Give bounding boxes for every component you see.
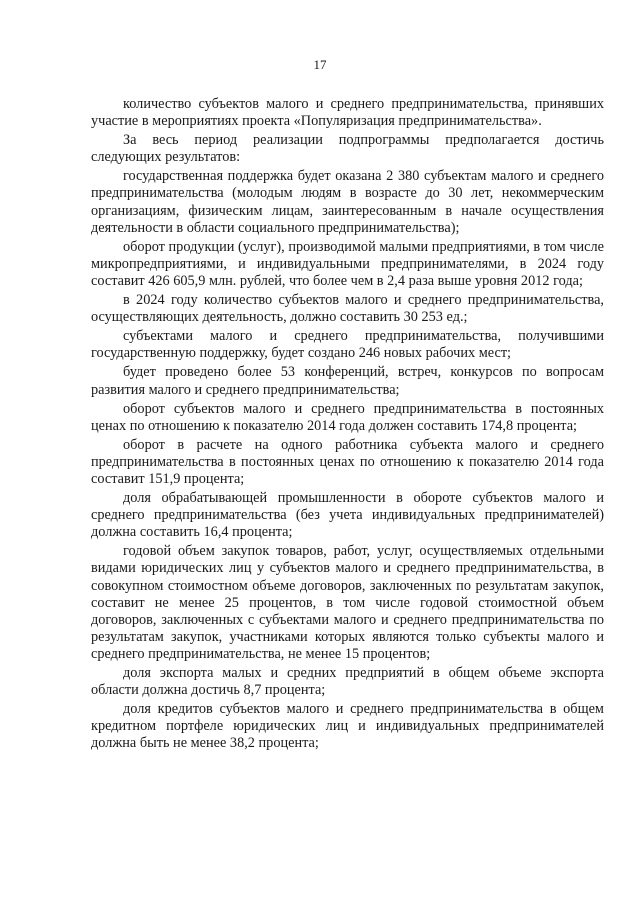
paragraph-turnover-small-enterprises: оборот продукции (услуг), производимой малыми предприятиями, в том числе микропредприятиями, и индивидуальными предпринимателями, в 2024 году составит 426 605,9 млн. рублей, что более чем в 2,4 раза выше уровня 2012 года; xyxy=(91,238,604,289)
paragraph-state-support: государственная поддержка будет оказана 2 380 субъектам малого и среднего предпринимательства (молодым людям в возрасте до 30 лет, некоммерческим организациям, физическим лицам, заинтересованным в начале осуществления деятельности в области социального предпринимательства); xyxy=(91,168,604,236)
paragraph-popularization: количество субъектов малого и среднего предпринимательства, принявших участие в мероприятиях проекта «Популяризация предпринимательства». xyxy=(91,96,604,130)
paragraph-number-of-entities: в 2024 году количество субъектов малого и среднего предпринимательства, осуществляющих деятельность, должно составить 30 253 ед.; xyxy=(91,292,604,326)
paragraph-manufacturing-share: доля обрабатывающей промышленности в обороте субъектов малого и среднего предпринимательства (без учета индивидуальных предпринимателей) должна составить 16,4 процента; xyxy=(91,490,604,541)
paragraph-new-jobs: субъектами малого и среднего предпринимательства, получившими государственную поддержку, будет создано 246 новых рабочих мест; xyxy=(91,328,604,362)
paragraph-turnover-per-worker: оборот в расчете на одного работника субъекта малого и среднего предпринимательства в постоянных ценах по отношению к показателю 2014 года составит 151,9 процента; xyxy=(91,436,604,487)
paragraph-credit-share: доля кредитов субъектов малого и среднего предпринимательства в общем кредитном портфеле юридических лиц и индивидуальных предпринимателей должна быть не менее 38,2 процента; xyxy=(91,701,604,752)
paragraph-conferences: будет проведено более 53 конференций, встреч, конкурсов по вопросам развития малого и среднего предпринимательства; xyxy=(91,364,604,398)
page-number: 17 xyxy=(313,57,327,72)
paragraph-procurement-volume: годовой объем закупок товаров, работ, услуг, осуществляемых отдельными видами юридических лиц у субъектов малого и среднего предпринимательства, в совокупном стоимостном объеме договоров, заключенных по результатам закупок, составит не менее 25 процентов, в том числе годовой стоимостной объем договоров, заключенных с субъектами малого и среднего предпринимательства по результатам закупок, участниками которых являются только субъекты малого и среднего предпринимательства, не менее 15 процентов; xyxy=(91,543,604,662)
paragraph-results-intro: За весь период реализации подпрограммы предполагается достичь следующих результатов: xyxy=(91,132,604,166)
paragraph-export-share: доля экспорта малых и средних предприятий в общем объеме экспорта области должна достичь 8,7 процента; xyxy=(91,665,604,699)
paragraph-turnover-constant-prices: оборот субъектов малого и среднего предпринимательства в постоянных ценах по отношению к показателю 2014 года должен составить 174,8 процента; xyxy=(91,400,604,434)
document-body xyxy=(91,96,604,754)
